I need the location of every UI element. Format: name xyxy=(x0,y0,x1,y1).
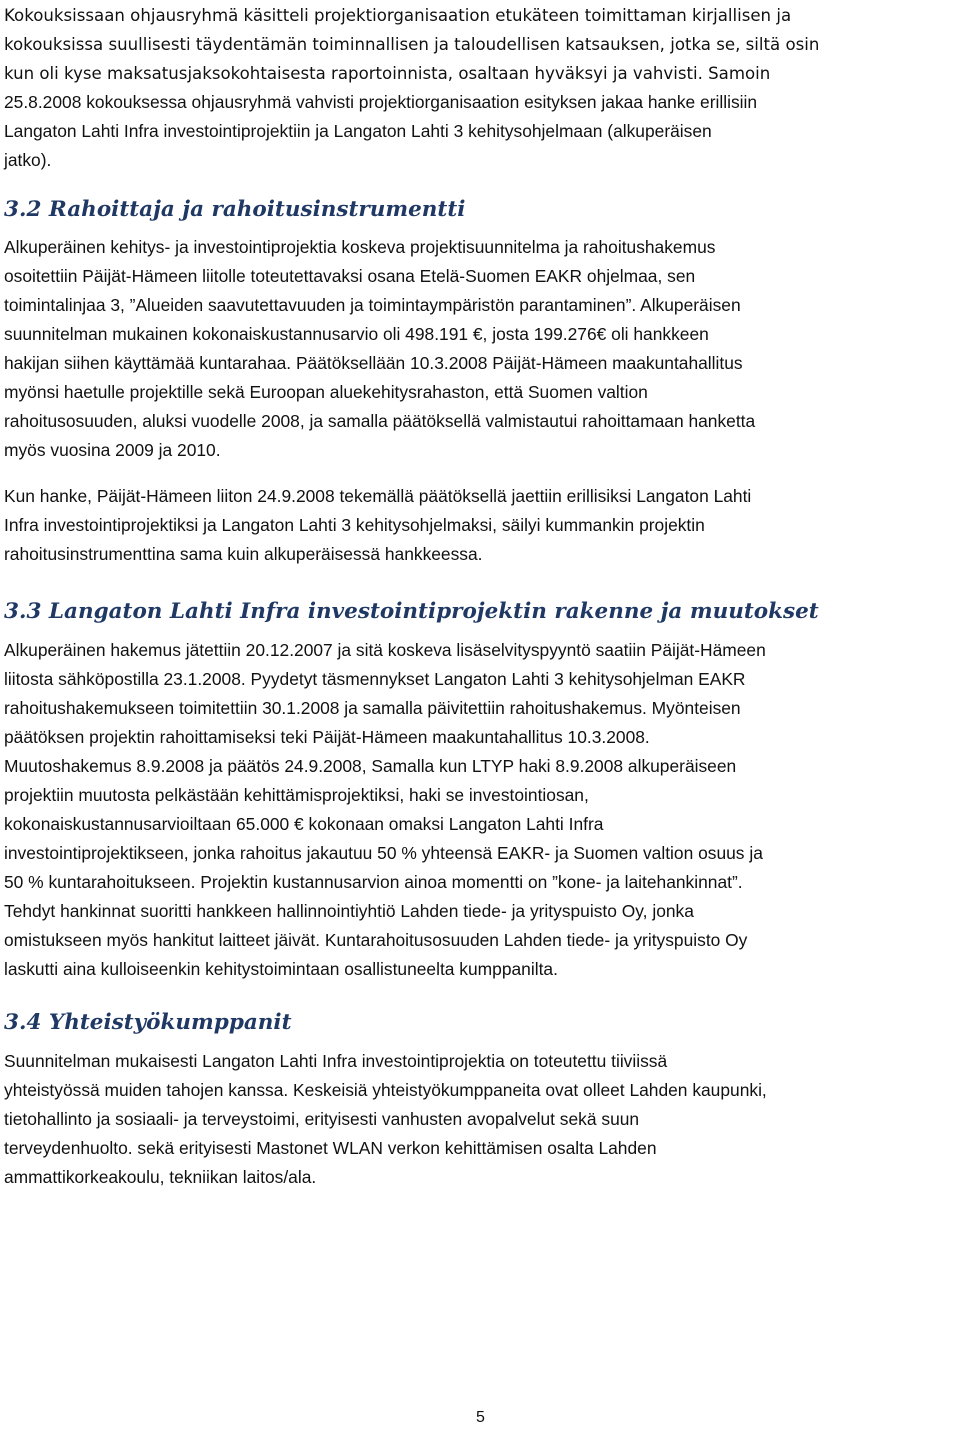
section-3-3-paragraph-1 xyxy=(4,636,766,984)
text-line: suunnitelman mukainen kokonaiskustannusarvio oli 498.191 €, josta 199.276€ oli hankkeen xyxy=(4,324,709,344)
text-line: Tehdyt hankinnat suoritti hankkeen hallinnointiyhtiö Lahden tiede- ja yrityspuisto Oy, jonka xyxy=(4,901,694,921)
text-line: hakijan siihen käyttämää kuntarahaa. Päätöksellään 10.3.2008 Päijät-Hämeen maakuntahallitus xyxy=(4,353,743,373)
text-line: rahoitusinstrumenttina sama kuin alkuperäisessä hankkeessa. xyxy=(4,544,483,564)
text-line: Infra investointiprojektiksi ja Langaton Lahti 3 kehitysohjelmaksi, säilyi kummankin projektin xyxy=(4,515,705,535)
text-line: Alkuperäinen hakemus jätettiin 20.12.2007 ja sitä koskeva lisäselvityspyyntö saatiin Päijät-Hämeen xyxy=(4,640,766,660)
text-line: Alkuperäinen kehitys- ja investointiprojektia koskeva projektisuunnitelma ja rahoitushakemus xyxy=(4,237,716,257)
text-line: tietohallinto ja sosiaali- ja terveystoimi, erityisesti vanhusten avopalvelut sekä suun xyxy=(4,1109,640,1129)
section-3-2-paragraph-1 xyxy=(4,233,755,465)
text-line: rahoitushakemukseen toimitettiin 30.1.2008 ja samalla päivitettiin rahoitushakemus. Myönteisen xyxy=(4,698,741,718)
text-line: rahoitusosuuden, aluksi vuodelle 2008, ja samalla päätöksellä valmistautui rahoittamaan hanketta xyxy=(4,411,756,431)
text-line: Langaton Lahti Infra investointiprojektiin ja Langaton Lahti 3 kehitysohjelmaan (alkuperäisen xyxy=(4,121,712,141)
page-number: 5 xyxy=(476,1409,485,1426)
text-line: terveydenhuolto. sekä erityisesti Mastonet WLAN verkon kehittämisen osalta Lahden xyxy=(4,1138,657,1158)
text-line: myös vuosina 2009 ja 2010. xyxy=(4,440,221,460)
text-line: omistukseen myös hankitut laitteet jäivät. Kuntarahoitusosuuden Lahden tiede- ja yrityspuisto Oy xyxy=(4,930,748,950)
text-line: projektiin muutosta pelkästään kehittämisprojektiksi, haki se investointiosan, xyxy=(4,785,589,805)
text-line: laskutti aina kulloiseenkin kehitystoimintaan osallistuneelta kumppanilta. xyxy=(4,959,558,979)
intro-paragraph-cont xyxy=(4,88,757,175)
text-line: myönsi haetulle projektille sekä Euroopan aluekehitysrahaston, että Suomen valtion xyxy=(4,382,648,402)
section-3-4-paragraph-1 xyxy=(4,1047,767,1192)
section-3-2-paragraph-2 xyxy=(4,482,751,569)
text-line: Kokouksissaan ohjausryhmä käsitteli projektiorganisaation etukäteen toimittaman kirjallisen ja xyxy=(4,6,792,25)
text-line: Kun hanke, Päijät-Hämeen liiton 24.9.2008 tekemällä päätöksellä jaettiin erillisiksi Langaton Lahti xyxy=(4,486,752,506)
text-line: osoitettiin Päijät-Hämeen liitolle toteutettavaksi osana Etelä-Suomen EAKR ohjelmaa, sen xyxy=(4,266,696,286)
text-line: liitosta sähköpostilla 23.1.2008. Pyydetyt täsmennykset Langaton Lahti 3 kehitysohjelman EAKR xyxy=(4,669,746,689)
text-line: investointiprojektikseen, jonka rahoitus jakautuu 50 % yhteensä EAKR- ja Suomen valtion osuus ja xyxy=(4,843,763,863)
text-line: kokonaiskustannusarvioiltaan 65.000 € kokonaan omaksi Langaton Lahti Infra xyxy=(4,814,604,834)
text-line: yhteistyössä muiden tahojen kanssa. Keskeisiä yhteistyökumppaneita ovat olleet Lahden kaupunki, xyxy=(4,1080,767,1100)
text-line: Suunnitelman mukaisesti Langaton Lahti Infra investointiprojektia on toteutettu tiiviissä xyxy=(4,1051,668,1071)
section-heading-3-2: 3.2 Rahoittaja ja rahoitusinstrumentti xyxy=(4,197,466,222)
text-line: päätöksen projektin rahoittamiseksi teki Päijät-Hämeen maakuntahallitus 10.3.2008. xyxy=(4,727,650,747)
text-line: 50 % kuntarahoitukseen. Projektin kustannusarvion ainoa momentti on ”kone- ja laitehankinnat”. xyxy=(4,872,743,892)
text-line: kun oli kyse maksatusjaksokohtaisesta raportoinnista, osaltaan hyväksyi ja vahvisti. Samoin xyxy=(4,64,771,83)
text-line: ammattikorkeakoulu, tekniikan laitos/ala. xyxy=(4,1167,317,1187)
text-line: toimintalinjaa 3, ”Alueiden saavutettavuuden ja toimintaympäristön parantaminen”. Alkuperäisen xyxy=(4,295,741,315)
text-line: 25.8.2008 kokouksessa ohjausryhmä vahvisti projektiorganisaation esityksen jakaa hanke erillisiin xyxy=(4,92,758,112)
text-line: kokouksissa suullisesti täydentämän toiminnallisen ja taloudellisen katsauksen, jotka se, siltä osin xyxy=(4,35,820,54)
text-line: Muutoshakemus 8.9.2008 ja päätös 24.9.2008, Samalla kun LTYP haki 8.9.2008 alkuperäiseen xyxy=(4,756,737,776)
section-heading-3-3: 3.3 Langaton Lahti Infra investointiprojektin rakenne ja muutokset xyxy=(4,599,819,624)
intro-paragraph xyxy=(4,1,819,88)
text-line: jatko). xyxy=(4,150,52,170)
section-heading-3-4: 3.4 Yhteistyökumppanit xyxy=(4,1010,292,1035)
